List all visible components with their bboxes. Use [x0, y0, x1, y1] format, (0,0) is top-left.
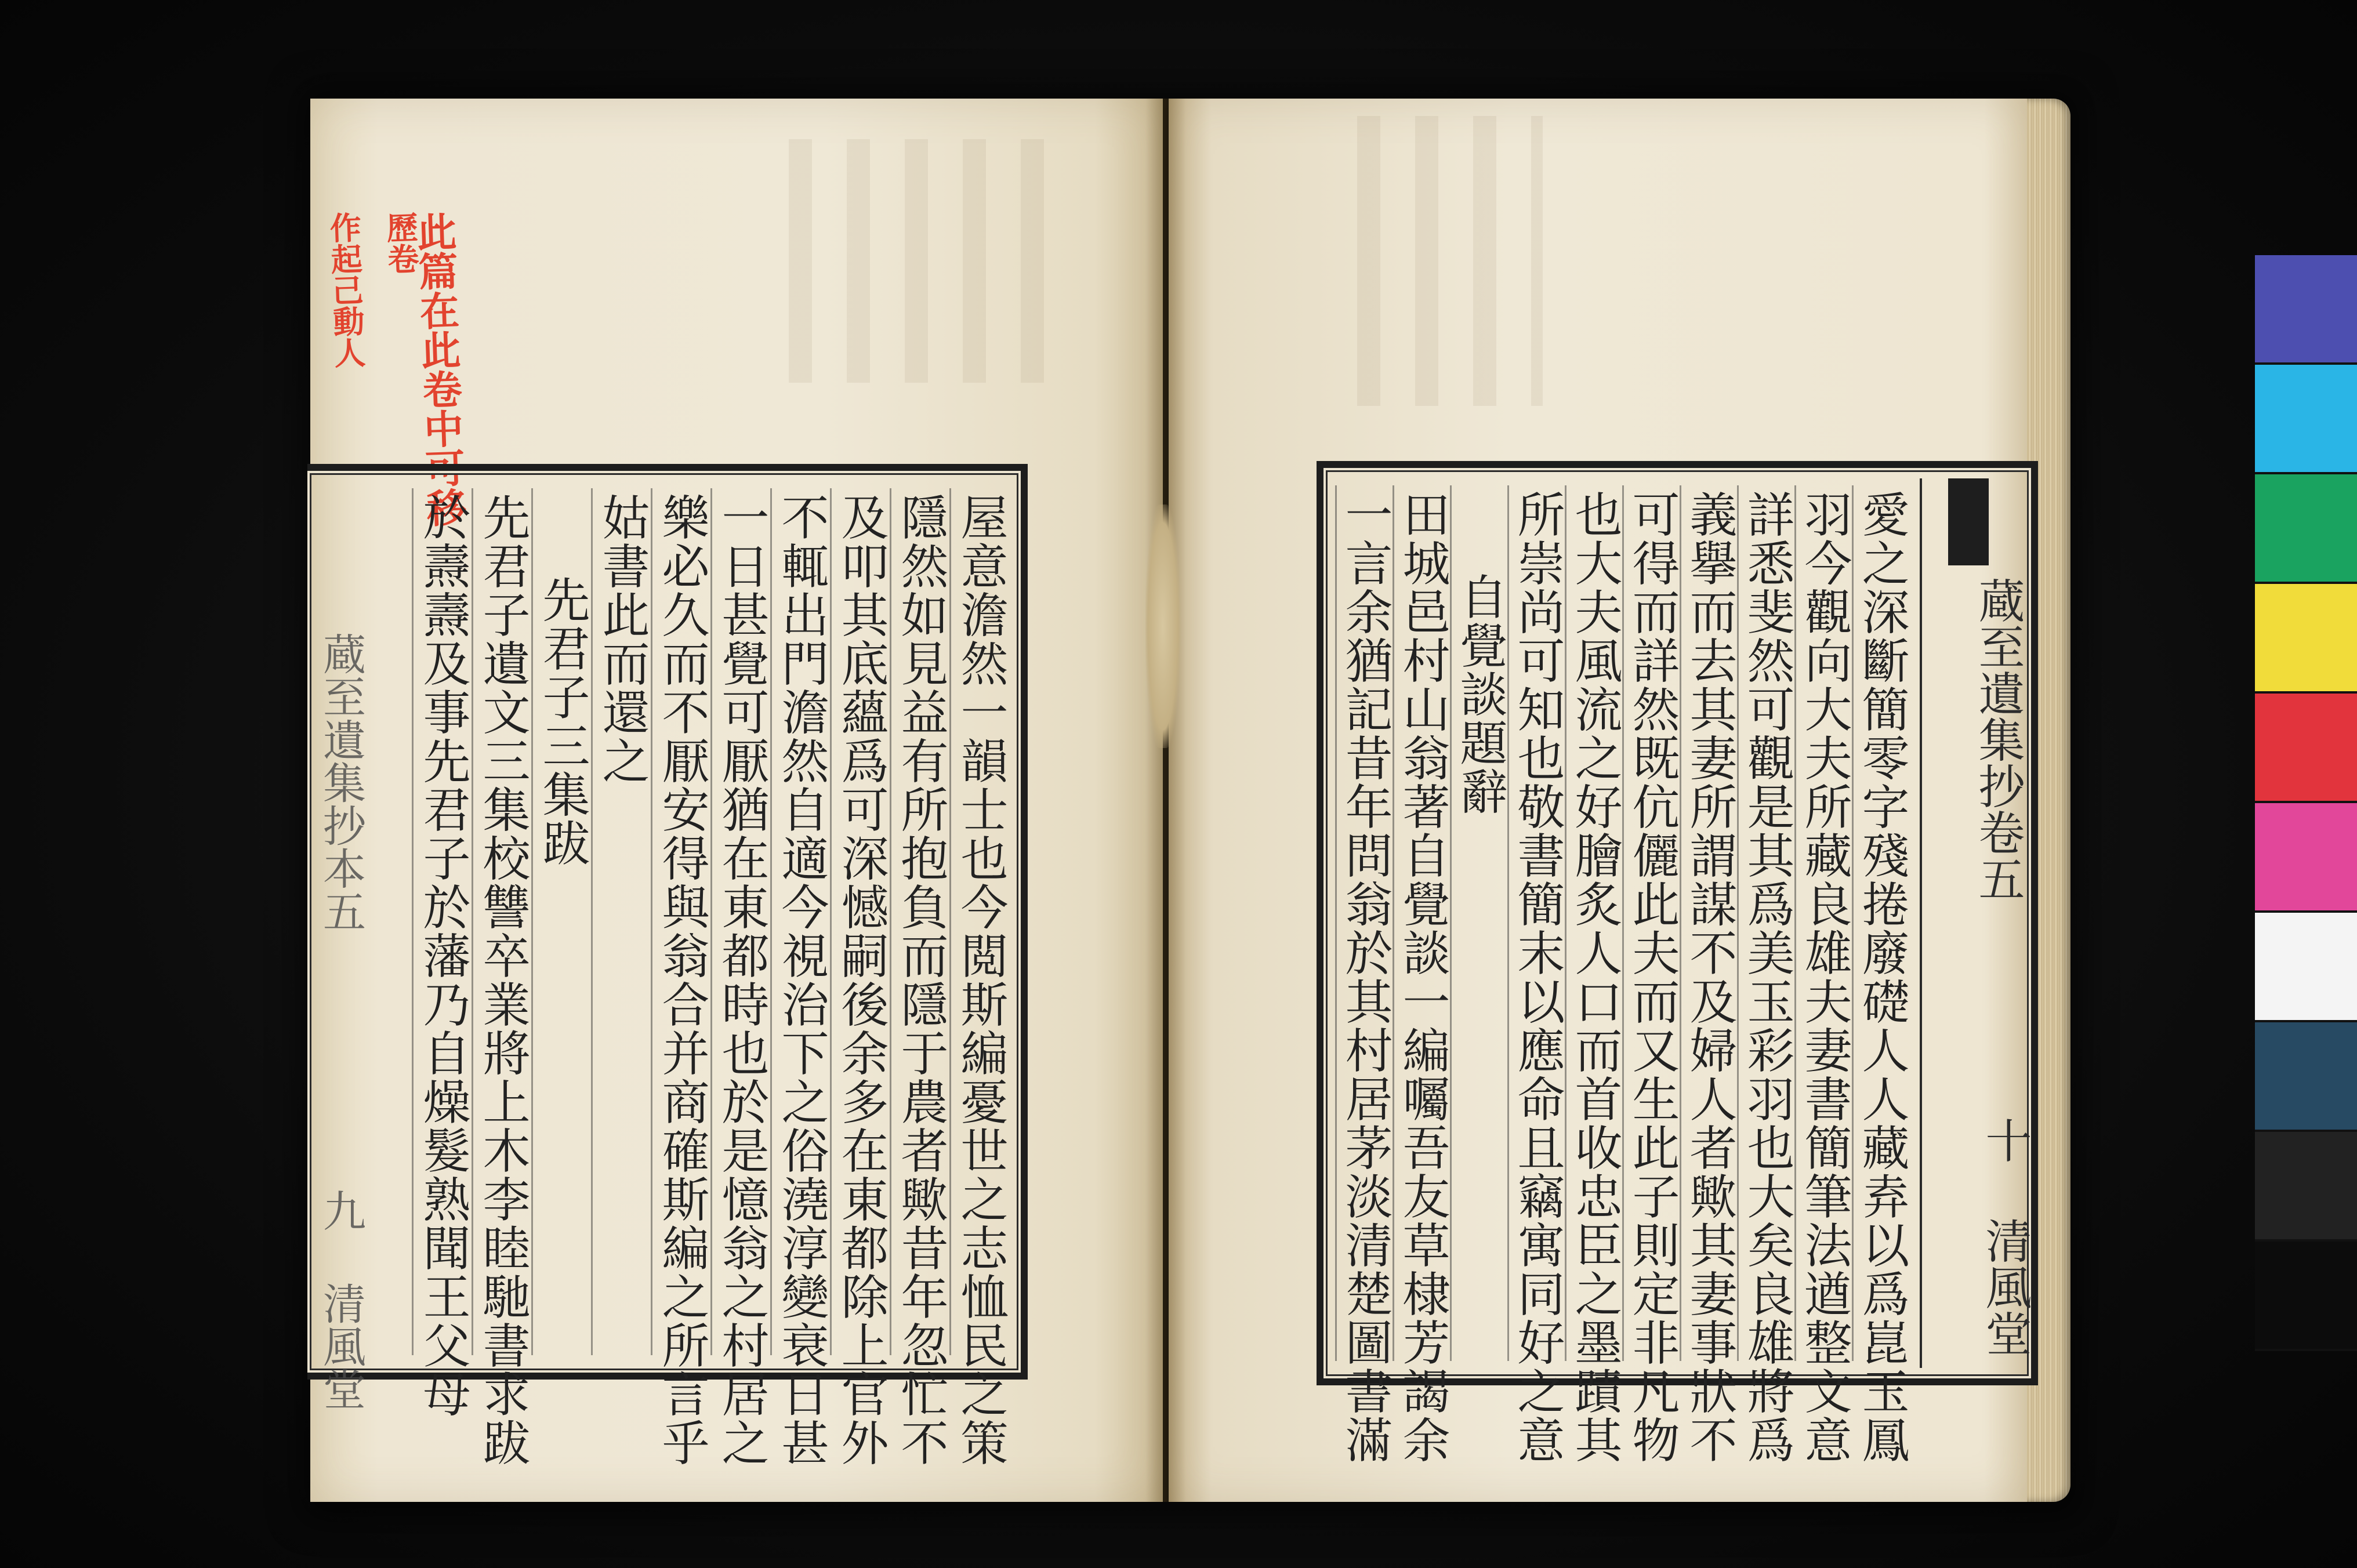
right-page-column	[1794, 485, 1852, 1464]
right-page-column-text: 愛之深斷簡零字殘捲廢礎人人藏弆以爲崑玉鳳	[1854, 490, 1909, 1464]
left-page-column	[591, 488, 651, 1355]
right-page-column	[1737, 485, 1794, 1464]
left-page-column-text: 隱然如見益有所抱負而隱于農者歟昔年忽忙不	[893, 493, 948, 1467]
color-swatch	[2255, 1022, 2357, 1132]
right-page-column-text: 羽今觀向大夫所藏良雄夫妻書簡筆法遒整文意	[1797, 490, 1852, 1464]
left-page-column	[949, 488, 1009, 1467]
left-page-column-text: 先君子三集跋	[535, 575, 590, 868]
right-page-column-text: 可得而詳然既伉儷此夫而又生此子則定非凡物	[1624, 490, 1680, 1464]
color-swatch	[2255, 803, 2357, 913]
left-page-column	[770, 488, 830, 1467]
left-banxin-footer: 九 清風堂	[316, 1189, 366, 1410]
left-page-column-text: 屋意澹然一韻士也今閲斯編憂世之志恤民之策	[953, 493, 1008, 1467]
color-checker	[2255, 255, 2357, 1351]
banxin-footer: 十 清風堂	[1978, 1117, 2032, 1356]
right-page-column-text: 自覺談題辭	[1452, 572, 1507, 816]
left-page-column-text: 一日甚覺可厭猶在東都時也於是憶翁之村居之	[714, 493, 769, 1467]
red-annotation-line: 此篇在此卷中可移	[409, 210, 467, 528]
bleed-through-left	[754, 139, 1044, 383]
left-page-column-text: 先君子遺文三集校讐卒業將上木李睦馳書求跋	[475, 493, 530, 1467]
right-page-column	[1393, 485, 1450, 1464]
right-page-column	[1335, 485, 1393, 1464]
left-text-frame	[307, 464, 1028, 1467]
left-page-column	[651, 488, 710, 1467]
left-page-column	[472, 488, 531, 1467]
right-text-frame	[1317, 461, 2038, 1464]
right-page-column	[1852, 485, 1909, 1464]
right-columns	[1335, 485, 1909, 1464]
left-page-column	[710, 488, 770, 1467]
right-page-column-text: 田城邑村山翁著自覺談一編囑吾友草棣芳謁余	[1395, 490, 1450, 1464]
page-tear	[1145, 504, 1180, 748]
left-page-column-text: 及叩其底蘊爲可深憾嗣後余多在東都除上官外	[833, 493, 889, 1467]
color-swatch	[2255, 255, 2357, 365]
right-page-column	[1565, 485, 1622, 1464]
left-page-column-text: 姑書此而還之	[594, 493, 650, 785]
right-page-column-text: 義擧而去其妻所謂謀不及婦人者歟其妻事狀不	[1682, 490, 1737, 1464]
left-page-column-text: 於燾燾及事先君子於藩乃自燥髮熟聞王父母	[415, 493, 470, 1418]
color-swatch	[2255, 1132, 2357, 1242]
color-swatch	[2255, 1242, 2357, 1351]
left-columns	[307, 488, 1009, 1467]
color-swatch	[2255, 913, 2357, 1022]
right-page-column-text: 也大夫風流之好膾炙人口而首收忠臣之墨蹟其	[1567, 490, 1622, 1464]
right-page-column	[1680, 485, 1737, 1464]
color-swatch	[2255, 584, 2357, 694]
right-page-column	[1450, 485, 1507, 1361]
left-page-column	[890, 488, 949, 1467]
right-page-column-text: 所崇尚可知也敬書簡末以應命且竊寓同好之意	[1510, 490, 1565, 1464]
red-annotation-line: 歷卷	[381, 210, 420, 275]
banxin-title: 蔵至遺集抄卷五	[1971, 577, 2025, 902]
left-page-column-text: 不輒出門澹然自適今視治下之俗澆淳變衰日甚	[774, 493, 829, 1467]
banxin-strip	[1920, 478, 2032, 1368]
color-swatch	[2255, 694, 2357, 803]
right-page-column	[1507, 485, 1565, 1464]
right-page-column-text: 詳悉斐然可觀是其爲美玉彩羽也大矣良雄將爲	[1739, 490, 1794, 1464]
right-page-column-text: 一言余猶記昔年問翁於其村居茅淡清楚圖書滿	[1337, 490, 1393, 1464]
color-swatch	[2255, 474, 2357, 584]
fish-tail-mark	[1948, 478, 1989, 565]
left-page-column	[531, 488, 591, 1355]
book-gutter	[1145, 99, 1186, 1502]
left-banxin-title: 蔵至遺集抄本五	[316, 632, 366, 932]
right-page-column	[1622, 485, 1680, 1464]
red-annotation-line: 作起己動人	[324, 210, 367, 369]
left-page-column-text: 樂必久而不厭安得與翁合并商確斯編之所言乎	[654, 493, 709, 1467]
color-swatch	[2255, 365, 2357, 474]
left-page-column	[412, 488, 472, 1418]
left-page-column	[830, 488, 890, 1467]
bleed-through-right	[1322, 116, 1543, 406]
